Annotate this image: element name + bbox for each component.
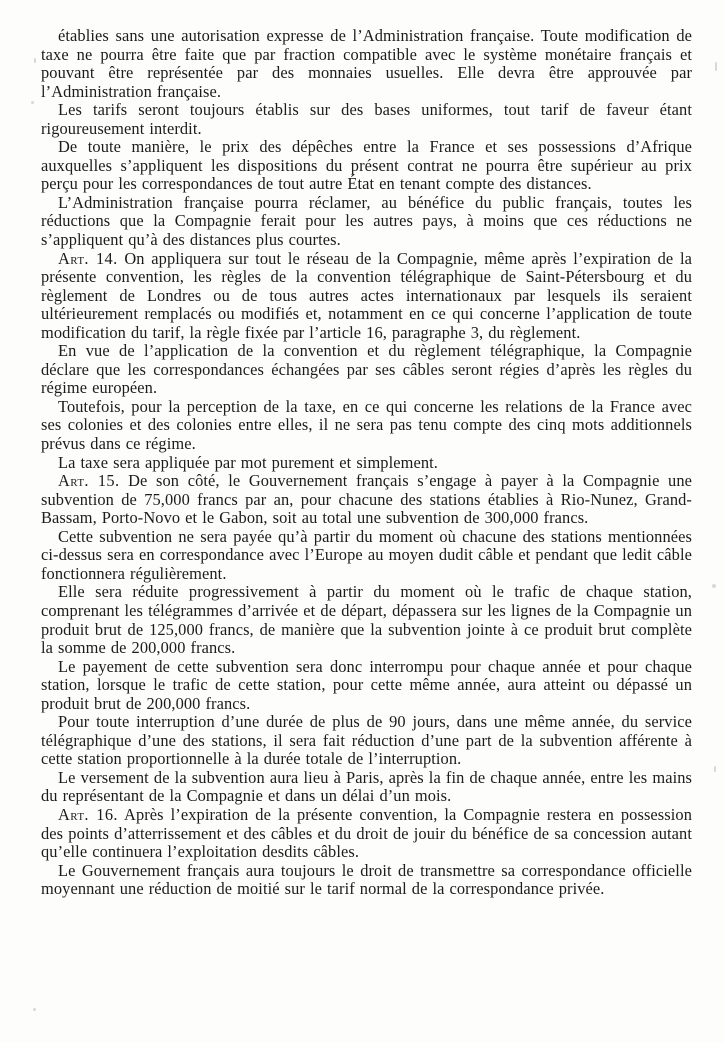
paragraph-text: Après l’expiration de la présente convention, la Compagnie restera en possession des points d’atterrissement et des câbles et du droit de jouir du bénéfice de sa concession autant qu’elle continuera l’exploitation desdits câbles. <box>41 804 693 862</box>
body-paragraph <box>41 862 692 899</box>
paragraph-text: De son côté, le Gouvernement français s’engage à payer à la Compagnie une subvention de 75,000 francs par an, pour chacune des stations établies à Rio-Nunez, Grand-Bassam, Porto-Novo et le Gabon, soit au total une subvention de 300,000 francs. <box>41 471 693 528</box>
paragraph-text: Le payement de cette subvention sera donc interrompu pour chaque année et pour chaque station, lorsque le trafic de cette station, pour cette même année, aura atteint ou dépassé un produit brut de 200,000 francs. <box>41 656 692 713</box>
paragraph-text: On appliquera sur tout le réseau de la Compagnie, même après l’expiration de la présente convention, les règles de la convention télégraphique de Saint-Pétersbourg et du règlement de Londres ou de tous autres actes internationaux par lesquels ils seraient ultérieurement remplacés ou modifiés et, notamment en ce qui concerne l’application de toute modification du tarif, la règle fixée par l’article 16, paragraphe 3, du règlement. <box>41 248 692 342</box>
body-paragraph <box>41 583 692 657</box>
article-paragraph <box>41 250 692 343</box>
paragraph-text: Cette subvention ne sera payée qu’à partir du moment où chacune des stations mentionnées ci-dessus sera en correspondance avec l’Europe au moyen dudit câble et pendant que ledit câble fonctionnera régulièrement. <box>41 526 692 583</box>
article-label: Art. 14. <box>58 248 118 268</box>
paragraph-text: L’Administration française pourra réclamer, au bénéfice du public français, toutes les réductions que la Compagnie ferait pour les autres pays, à moins que ces réductions ne s’appliquent qu’à des distances plus courtes. <box>41 192 692 250</box>
article-paragraph <box>41 806 692 862</box>
body-paragraph <box>41 769 692 806</box>
scan-speck <box>34 58 36 63</box>
body-paragraph <box>41 138 692 194</box>
scan-speck <box>715 62 717 71</box>
paragraph-text: Les tarifs seront toujours établis sur des bases uniformes, tout tarif de faveur étant rigoureusement interdit. <box>41 100 692 138</box>
article-paragraph <box>41 472 692 528</box>
paragraph-text: De toute manière, le prix des dépêches entre la France et ses possessions d’Afrique auxquelles s’appliquent les dispositions du présent contrat ne pourra être supérieur au prix perçu pour les correspondances de tout autre État en tenant compte des distances. <box>41 137 692 194</box>
body-paragraph <box>41 194 692 250</box>
body-paragraph <box>41 342 692 398</box>
paragraph-text: établies sans une autorisation expresse de l’Administration française. Toute modification de taxe ne pourra être faite que par fraction compatible avec le système monétaire français et pouvant être représentée par des monnaies usuelles. Elle devra être approuvée par l’Administration française. <box>41 26 692 101</box>
paragraph-text: Pour toute interruption d’une durée de plus de 90 jours, dans une même année, du service télégraphique d’une des stations, il sera fait réduction d’une part de la subvention afférente à cette station proportionnelle à la durée totale de l’interruption. <box>41 712 692 769</box>
body-paragraph <box>41 454 692 473</box>
body-paragraph <box>41 528 692 584</box>
article-label: Art. 15. <box>58 471 120 491</box>
paragraph-text: Le versement de la subvention aura lieu à Paris, après la fin de chaque année, entre les mains du représentant de la Compagnie et dans un délai d’un mois. <box>41 767 692 806</box>
paragraph-text: Le Gouvernement français aura toujours le droit de transmettre sa correspondance officielle moyennant une réduction de moitié sur le tarif normal de la correspondance privée. <box>41 860 692 899</box>
body-paragraph <box>41 398 692 454</box>
body-paragraph <box>41 658 692 714</box>
paragraph-text: La taxe sera appliquée par mot purement et simplement. <box>58 452 438 472</box>
scan-speck <box>712 584 716 588</box>
body-paragraph <box>41 27 692 101</box>
article-label: Art. 16. <box>58 804 118 824</box>
paragraph-text: Toutefois, pour la perception de la taxe, en ce qui concerne les relations de la France avec ses colonies et des colonies entre elles, il ne sera pas tenu compte des cinq mots additionnels prévus dans ce régime. <box>41 396 692 454</box>
document-text-block <box>41 27 692 899</box>
body-paragraph <box>41 101 692 138</box>
body-paragraph <box>41 713 692 769</box>
scan-speck <box>31 101 34 104</box>
scan-speck <box>714 766 716 772</box>
paragraph-text: En vue de l’application de la convention et du règlement télégraphique, la Compagnie déclare que les correspondances échangées par ses câbles seront régies d’après les règles du régime européen. <box>41 341 692 398</box>
scan-speck <box>33 1008 36 1011</box>
paragraph-text: Elle sera réduite progressivement à partir du moment où le trafic de chaque station, comprenant les télégrammes d’arrivée et de départ, dépassera sur les lignes de la Compagnie un produit brut de 125,000 francs, de manière que la subvention jointe à ce produit brut complète la somme de 200,000 francs. <box>41 582 692 658</box>
